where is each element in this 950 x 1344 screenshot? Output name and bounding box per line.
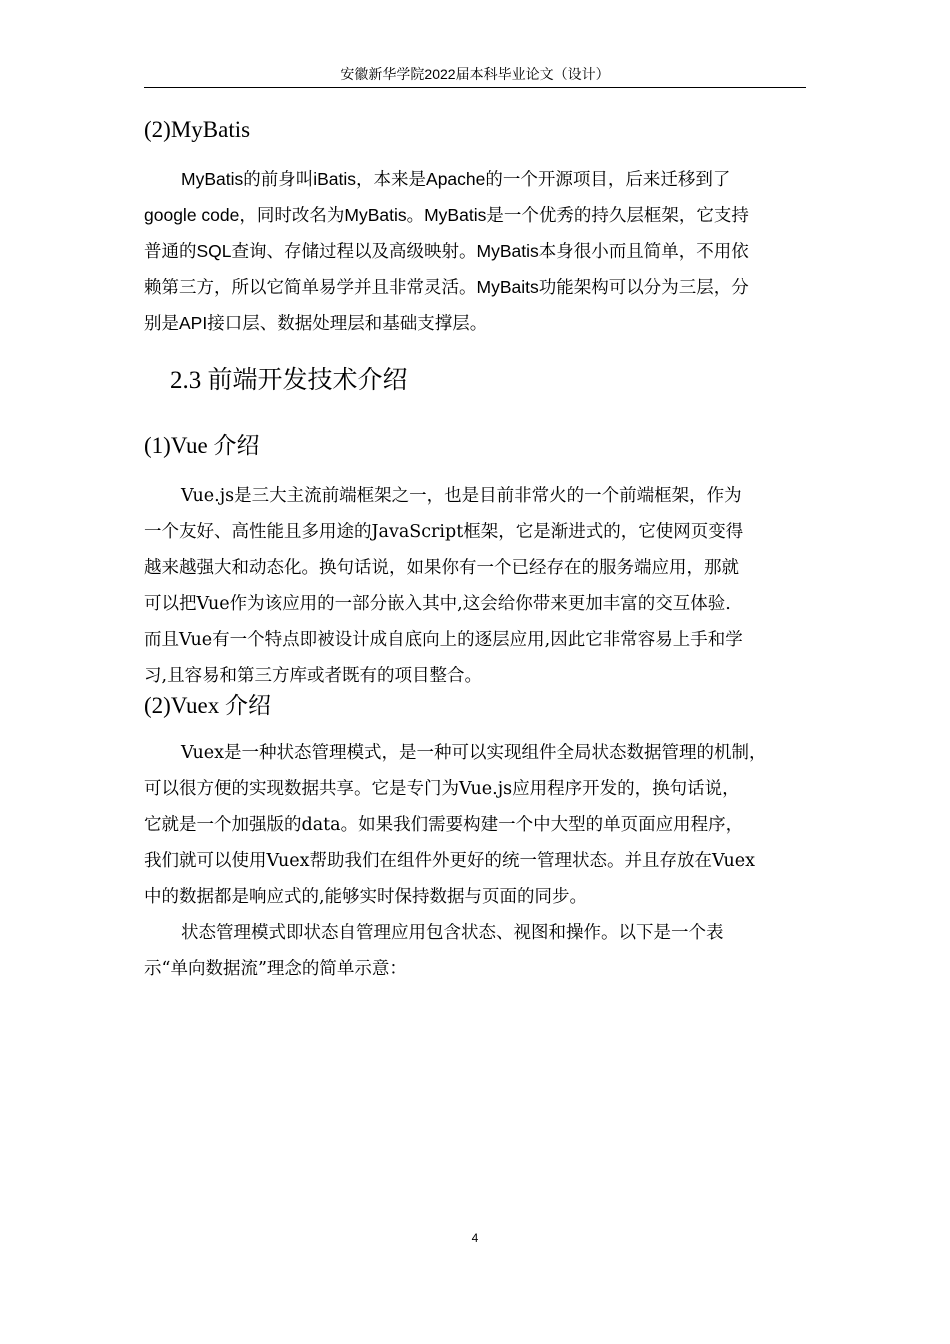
mybatis-heading: (2)MyBatis <box>144 117 251 142</box>
paragraph-line: 普通的SQL查询、存储过程以及高级映射。MyBatis本身很小而且简单，不用依 <box>144 241 749 261</box>
paragraph-line: 一个友好、高性能且多用途的JavaScript框架，它是渐进式的，它使网页变得 <box>144 522 744 542</box>
paragraph-line: Vuex是一种状态管理模式，是一种可以实现组件全局状态数据管理的机制， <box>181 743 767 763</box>
paragraph-line: 赖第三方，所以它简单易学并且非常灵活。MyBaits功能架构可以分为三层，分 <box>144 277 749 297</box>
paragraph-line: 别是API接口层、数据处理层和基础支撑层。 <box>144 313 488 333</box>
vuex-paragraph <box>144 735 808 987</box>
paragraph-line: 而且Vue有一个特点即被设计成自底向上的逐层应用,因此它非常容易上手和学 <box>144 630 743 650</box>
paragraph-line: MyBatis的前身叫iBatis，本来是Apache的一个开源项目，后来迁移到了 <box>181 169 731 189</box>
paragraph-line: google code，同时改名为MyBatis。MyBatis是一个优秀的持久层框架，它支持 <box>144 205 749 225</box>
paragraph-line: 可以把Vue作为该应用的一部分嵌入其中,这会给你带来更加丰富的交互体验. <box>144 594 731 614</box>
page-header: 安徽新华学院2022届本科毕业论文（设计） <box>340 66 610 82</box>
mybatis-paragraph <box>144 161 808 341</box>
paragraph-line: 越来越强大和动态化。换句话说，如果你有一个已经存在的服务端应用，那就 <box>144 558 739 578</box>
paragraph-line: 可以很方便的实现数据共享。它是专门为Vue.js应用程序开发的，换句话说， <box>144 779 740 799</box>
vuex-heading: (2)Vuex 介绍 <box>144 693 272 718</box>
paragraph-line: Vue.js是三大主流前端框架之一，也是目前非常火的一个前端框架，作为 <box>181 486 742 506</box>
paragraph-line: 示“单向数据流”理念的简单示意： <box>144 959 407 979</box>
vue-paragraph <box>144 478 808 694</box>
paragraph-line: 状态管理模式即状态自管理应用包含状态、视图和操作。以下是一个表 <box>181 923 724 943</box>
paragraph-line: 习,且容易和第三方库或者既有的项目整合。 <box>144 666 483 686</box>
header-divider <box>144 87 806 88</box>
paragraph-line: 中的数据都是响应式的,能够实时保持数据与页面的同步。 <box>144 887 588 907</box>
vue-heading: (1)Vue 介绍 <box>144 433 260 458</box>
section-heading-frontend: 2.3 前端开发技术介绍 <box>170 367 408 394</box>
page-number: 4 <box>471 1231 479 1245</box>
paragraph-line: 它就是一个加强版的data。如果我们需要构建一个中大型的单页面应用程序， <box>144 815 744 835</box>
paragraph-line: 我们就可以使用Vuex帮助我们在组件外更好的统一管理状态。并且存放在Vuex <box>144 851 756 871</box>
